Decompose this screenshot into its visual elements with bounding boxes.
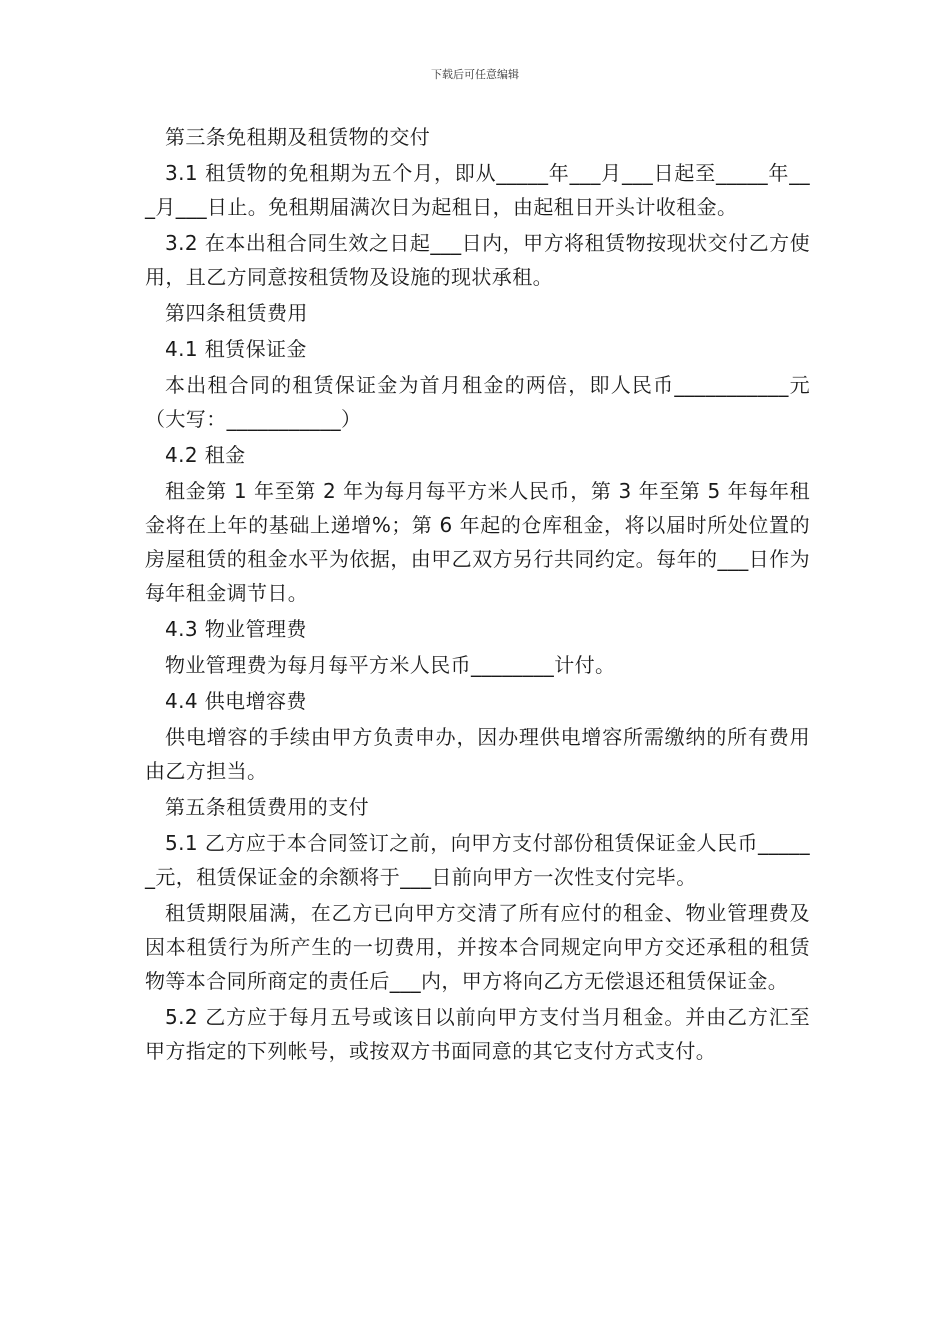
clause-5-1: 5.1 乙方应于本合同签订之前，向甲方支付部份租赁保证金人民币______元，租赁保证金的余额将于___日前向甲方一次性支付完毕。 (145, 831, 810, 889)
clause-4-3-heading: 4.3 物业管理费 (165, 617, 307, 641)
clause-5-2: 5.2 乙方应于每月五号或该日以前向甲方支付当月租金。并由乙方汇至甲方指定的下列帐号，或按双方书面同意的其它支付方式支付。 (145, 1005, 810, 1063)
document-body (145, 120, 810, 1070)
article-5-heading: 第五条租赁费用的支付 (165, 795, 369, 819)
article-3-heading: 第三条免租期及租赁物的交付 (165, 125, 431, 149)
clause-4-2-heading: 4.2 租金 (165, 443, 246, 467)
clause-4-1-text: 本出租合同的租赁保证金为首月租金的两倍，即人民币___________元（大写：___________） (145, 373, 810, 431)
clause-4-2-text: 租金第 1 年至第 2 年为每月每平方米人民币，第 3 年至第 5 年每年租金将在上年的基础上递增%；第 6 年起的仓库租金，将以届时所处位置的房屋租赁的租金水平为依据，由甲乙双方另行共同约定。每年的___日作为每年租金调节日。 (145, 479, 810, 605)
clause-3-1: 3.1 租赁物的免租期为五个月，即从_____年___月___日起至_____年___月___日止。免租期届满次日为起租日，由起租日开头计收租金。 (145, 161, 810, 219)
clause-4-4-text: 供电增容的手续由甲方负责申办，因办理供电增容所需缴纳的所有费用由乙方担当。 (145, 725, 810, 783)
clause-4-4-heading: 4.4 供电增容费 (165, 689, 307, 713)
clause-5-1-deposit-return: 租赁期限届满，在乙方已向甲方交清了所有应付的租金、物业管理费及因本租赁行为所产生的一切费用，并按本合同规定向甲方交还承租的租赁物等本合同所商定的责任后___内，甲方将向乙方无偿退还租赁保证金。 (145, 901, 810, 993)
clause-4-1-heading: 4.1 租赁保证金 (165, 337, 307, 361)
clause-3-2: 3.2 在本出租合同生效之日起___日内，甲方将租赁物按现状交付乙方使用，且乙方同意按租赁物及设施的现状承租。 (145, 231, 810, 289)
page-header: 下载后可任意编辑 (431, 68, 519, 81)
clause-4-3-text: 物业管理费为每月每平方米人民币________计付。 (165, 653, 616, 677)
article-4-heading: 第四条租赁费用 (165, 301, 308, 325)
